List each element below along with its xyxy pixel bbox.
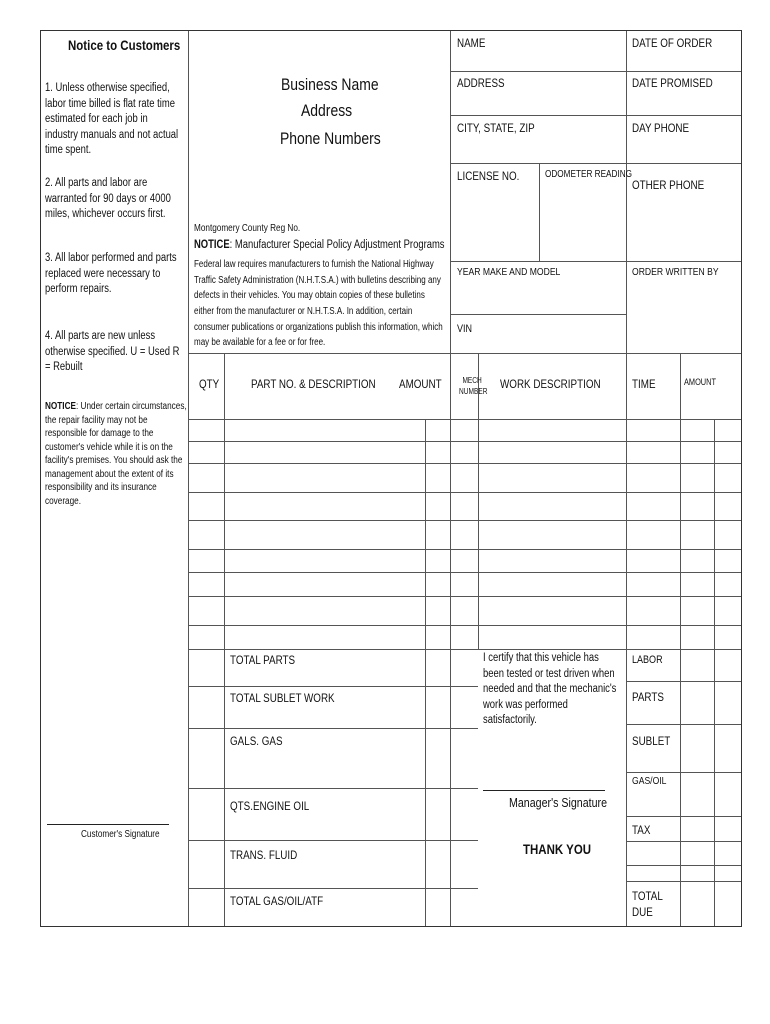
table-row-line <box>188 441 741 442</box>
notice-item-4: 4. All parts are new unless otherwise specified. U = Used R = Rebuilt <box>45 330 180 374</box>
order-written-by-label: ORDER WRITTEN BY <box>632 266 719 278</box>
amount-header-right: AMOUNT <box>684 377 716 387</box>
col-desc-line <box>425 419 426 926</box>
summary-row-line <box>626 772 741 773</box>
notice-damage-text: : Under certain circumstances, the repair facility may not be responsible for damage to the customer's vehicle while it is on the facility's premises. You should ask the management about the extent of its responsibility and its insurance coverage. <box>45 401 187 507</box>
divider-name-row <box>450 71 741 72</box>
manager-signature-line <box>483 790 605 791</box>
thank-you-text: THANK YOU <box>523 841 592 857</box>
certification-text: I certify that this vehicle has been tested or test driven when needed and that the mechanic's work was performed satisfactorily. <box>483 652 617 727</box>
qts-engine-oil-label: QTS.ENGINE OIL <box>230 799 310 813</box>
summary-row-line <box>626 724 741 725</box>
business-address: Address <box>301 101 353 120</box>
totals-row-line <box>188 888 478 889</box>
work-description-header: WORK DESCRIPTION <box>500 377 601 391</box>
summary-row-line <box>626 841 741 842</box>
col-cents-line <box>714 419 715 926</box>
notice-item-1: 1. Unless otherwise specified, labor time billed is flat rate time estimated for each job in industry manuals and not actual time spent. <box>45 82 179 157</box>
manager-signature-label: Manager's Signature <box>509 795 608 810</box>
table-header-bottom <box>188 419 741 420</box>
summary-row-line <box>626 816 741 817</box>
date-promised-label: DATE PROMISED <box>632 76 713 90</box>
business-name: Business Name <box>281 75 379 94</box>
divider-address-row <box>450 115 741 116</box>
sublet-label: SUBLET <box>632 734 671 748</box>
parts-label: PARTS <box>632 690 664 704</box>
divider-ymm-row <box>450 261 741 262</box>
total-due-label: TOTAL DUE <box>632 889 663 920</box>
totals-row-line <box>188 728 478 729</box>
total-gas-oil-atf-label: TOTAL GAS/OIL/ATF <box>230 894 324 908</box>
amount-header: AMOUNT <box>399 377 442 391</box>
table-row-line <box>188 625 741 626</box>
divider-city-row <box>450 163 741 164</box>
total-parts-label: TOTAL PARTS <box>230 653 296 667</box>
notice-label: NOTICE <box>45 401 76 412</box>
year-make-model-label: YEAR MAKE AND MODEL <box>457 266 561 278</box>
notice-damage-paragraph <box>45 400 187 508</box>
summary-row-line <box>626 681 741 682</box>
gals-gas-label: GALS. GAS <box>230 734 283 748</box>
divider-left-panel <box>188 31 189 926</box>
county-reg-no-label: Montgomery County Reg No. <box>194 223 301 234</box>
totals-row-line <box>188 840 478 841</box>
time-header: TIME <box>632 377 656 391</box>
gas-oil-label: GAS/OIL <box>632 775 667 787</box>
totals-row-line <box>188 788 478 789</box>
table-row-line <box>188 492 741 493</box>
license-no-label: LICENSE NO. <box>457 169 520 183</box>
notice-item-3: 3. All labor performed and parts replaced were necessary to perform repairs. <box>45 252 177 296</box>
customer-signature-line <box>47 824 169 825</box>
tax-label: TAX <box>632 823 651 837</box>
qty-header: QTY <box>199 377 220 391</box>
divider-date-column <box>626 31 627 353</box>
divider-right-block <box>450 31 451 926</box>
table-row-line <box>188 649 741 650</box>
table-row-line <box>188 463 741 464</box>
table-top-line <box>188 353 741 354</box>
odometer-reading-label: ODOMETER READING <box>545 169 633 180</box>
manufacturer-notice-body: Federal law requires manufacturers to furnish the National Highway Traffic Safety Administration (N.H.T.S.A.) with bulletins describing any defects in their vehicles. You may obtain copies of these bulletins either from the manufacturer or N.H.T.S.A. In addition, certain consumer publications or organizations publish this information, which may be available for a fee or for free. <box>194 259 443 349</box>
day-phone-label: DAY PHONE <box>632 121 690 135</box>
name-label: NAME <box>457 36 486 50</box>
table-row-line <box>188 596 741 597</box>
table-row-line <box>188 572 741 573</box>
other-phone-label: OTHER PHONE <box>632 178 705 192</box>
total-sublet-work-label: TOTAL SUBLET WORK <box>230 691 335 705</box>
part-description-header: PART NO. & DESCRIPTION <box>251 377 376 391</box>
notice-item-2: 2. All parts and labor are warranted for 90 days or 4000 miles, whichever occurs first. <box>45 177 171 221</box>
labor-label: LABOR <box>632 654 663 666</box>
summary-row-line <box>626 865 741 866</box>
repair-order-form <box>40 30 742 927</box>
divider-odometer <box>539 163 540 261</box>
notice-to-customers-title: Notice to Customers <box>68 37 181 53</box>
date-of-order-label: DATE OF ORDER <box>632 36 713 50</box>
divider-vin-row <box>450 314 626 315</box>
address-label: ADDRESS <box>457 76 505 90</box>
business-phone-numbers: Phone Numbers <box>280 129 381 148</box>
city-state-zip-label: CITY, STATE, ZIP <box>457 121 535 135</box>
table-row-line <box>188 520 741 521</box>
trans-fluid-label: TRANS. FLUID <box>230 848 298 862</box>
manufacturer-notice-title <box>194 238 445 254</box>
totals-row-line <box>188 686 478 687</box>
manufacturer-notice-label: NOTICE <box>194 239 230 251</box>
manufacturer-notice-heading: : Manufacturer Special Policy Adjustment Programs <box>229 239 445 251</box>
customer-signature-label: Customer's Signature <box>81 829 160 840</box>
summary-row-line <box>626 881 741 882</box>
vin-label: VIN <box>457 323 473 335</box>
table-row-line <box>188 549 741 550</box>
mech-number-header: MECH NUMBER <box>459 376 488 396</box>
